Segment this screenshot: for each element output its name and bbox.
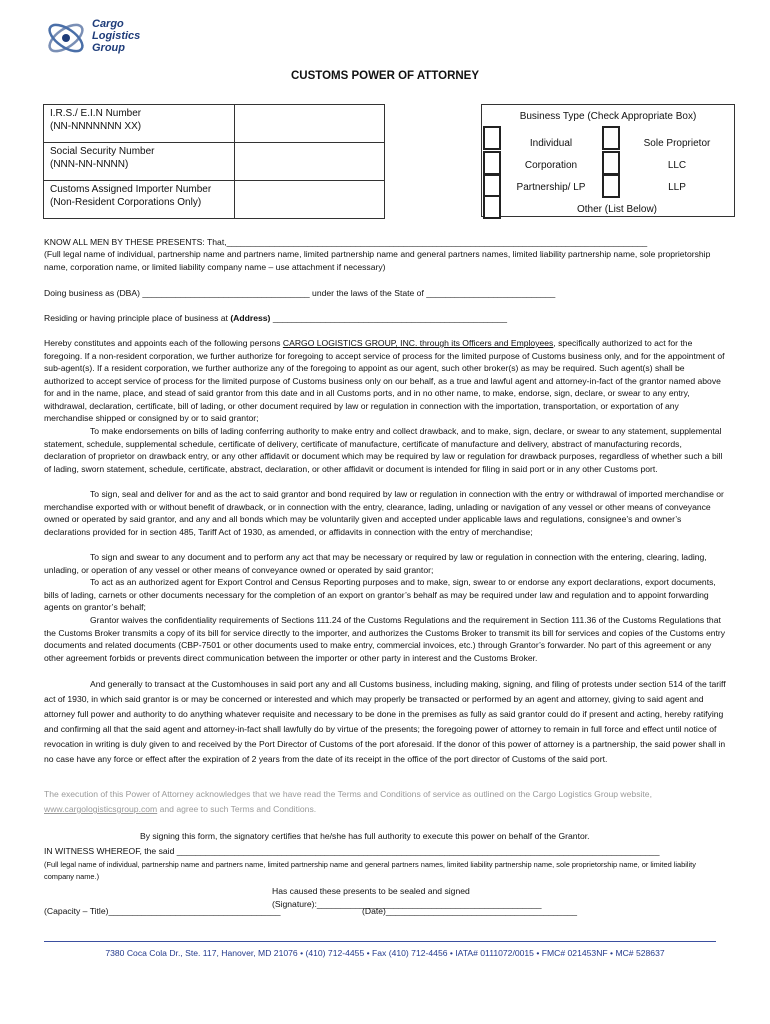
signature-line: Has caused these presents to be sealed and signed (Signature):_______________________________________________	[272, 886, 542, 909]
documents-paragraph: To sign and swear to any document and to perform any act that may be necessary or required by law or regulation in connection with the entering, clearing, lading, unlading, or operation of any vessel or other means of conveyance owned or operated by said grantor;	[44, 552, 707, 575]
dba-line: Doing business as (DBA) ___________________________________ under the laws of the State of ___________________________	[44, 288, 556, 298]
ein-label: I.R.S./ E.I.N Number (NN-NNNNNNN XX)	[44, 105, 235, 143]
know-all-men-line: KNOW ALL MEN BY THESE PRESENTS: That,________________________________________________________________________________________	[44, 237, 648, 247]
table-row	[44, 181, 385, 219]
page-title: CUSTOMS POWER OF ATTORNEY	[290, 70, 480, 82]
business-type-header: Business Type (Check Appropriate Box)	[519, 111, 697, 122]
id-numbers-table	[43, 104, 385, 219]
option-llp: LLP	[668, 182, 686, 193]
company-logo	[44, 16, 164, 60]
website-link[interactable]: www.cargologisticsgroup.com	[44, 804, 158, 814]
footer-contact: 7380 Coca Cola Dr., Ste. 117, Hanover, MD 21076 • (410) 712-4455 • Fax (410) 712-4456 • IATA# 0111072/0015 • FMC# 021453NF • MC# 528637	[105, 948, 665, 958]
grantor-name-instructions: (Full legal name of individual, partnership name and partners name, limited partnership name and general partners names, limited liability partnership name, sole proprietorship name, corporation name, or limited liability company name – use attachment if necessary)	[44, 249, 711, 272]
checkbox-llp[interactable]	[602, 174, 620, 198]
checkbox-individual[interactable]	[483, 126, 501, 150]
option-partnership: Partnership/ LP	[516, 182, 586, 193]
export-agent-paragraph: To act as an authorized agent for Export Control and Census Reporting purposes and to make, sign, swear to or endorse any export declarations, export documents, bills of lading, carnets or other documents necessary for the completion of an export on grantor’s behalf as may be required under law and regulation and to appoint forwarding agents on grantor’s behalf;	[44, 577, 716, 612]
terms-acknowledgement: The execution of this Power of Attorney acknowledges that we have read the Terms and Conditions of service as outlined on the Cargo Logistics Group website, www.cargologisticsgroup.com and agree to such Terms and Conditions.	[44, 789, 652, 814]
globe-icon	[44, 16, 90, 60]
witness-line: IN WITNESS WHEREOF, the said _____________________________________________________________________________________________________	[44, 846, 660, 856]
logo-wordmark: Cargo Logistics Group	[92, 18, 141, 54]
option-sole-proprietor: Sole Proprietor	[643, 138, 711, 149]
checkbox-llc[interactable]	[602, 151, 620, 175]
table-row	[44, 105, 385, 143]
capacity-title-line: (Capacity – Title)____________________________________	[44, 906, 281, 916]
date-line: (Date)________________________________________	[362, 906, 578, 916]
ssn-label: Social Security Number (NNN-NN-NNNN)	[44, 143, 235, 181]
signatory-certification: By signing this form, the signatory certifies that he/she has full authority to execute this power on behalf of the Grantor.	[140, 831, 590, 841]
option-corporation: Corporation	[524, 160, 578, 171]
checkbox-sole-proprietor[interactable]	[602, 126, 620, 150]
bonds-paragraph: To sign, seal and deliver for and as the act to said grantor and bond required by law or regulation in connection with the entry or withdrawal of imported merchandise or merchandise exported with or without benefit of drawback, or in connection with the entry, clearance, lading, unlading or navigation of any vessel or other means of conveyance owned or operated by said grantor, and any and all bonds which may be voluntarily given and accepted under applicable laws and regulations, consignee’s and owner’s declarations provided for in section 485, Tariff Act of 1930, as amended, or affidavits in connection with the entry of merchandise;	[44, 489, 724, 537]
option-other: Other (List Below)	[576, 204, 658, 215]
address-line: Residing or having principle place of business at (Address) _________________________________________________	[44, 313, 508, 323]
confidentiality-paragraph: Grantor waives the confidentiality requirements of Sections 111.24 of the Customs Regulations and the requirement in Section 111.36 of the Customs Regulations that the Customs Broker transmits a copy of its bill for service directly to the importer, and authorizes the Customs Broker to transmit its bill for services and copies of the Customs entry documents and related documents (CBP-7501 or other documents used to make entry, commercial invoices, etc.) through Grantor’s forwarder. No part of this agreement or any other agreement forbids or prevents direct communication between the importer or other party in interest and the Customs Broker.	[44, 615, 726, 663]
table-row	[44, 143, 385, 181]
option-individual: Individual	[529, 138, 573, 149]
ssn-field[interactable]	[235, 143, 385, 181]
endorsements-paragraph: To make endorsements on bills of lading conferring authority to make entry and collect drawback, and to make, sign, declare, or swear to any statement, supplemental statement, schedule, supplemental schedule, certificate of delivery, certificate of manufacture, certificate of manufacture and delivery, abstract of manufacturing records, declaration of proprietor on drawback entry, or any other affidavit or document which may be required by law or regulation for drawback purposes, regardless of whether such a bill of lading, sworn statement, schedule, certificate, abstract, declaration, or other affidavit or document is intended for filing in said port or in any other Customs port.	[44, 426, 723, 474]
witness-instructions: (Full legal name of individual, partnership name and partners name, limited partnership name and general partners names, limited liability partnership name, sole proprietorship name, or limited liability company name.)	[44, 860, 696, 881]
importer-number-label: Customs Assigned Importer Number (Non-Resident Corporations Only)	[44, 181, 235, 219]
ein-field[interactable]	[235, 105, 385, 143]
checkbox-corporation[interactable]	[483, 151, 501, 175]
checkbox-other[interactable]	[483, 195, 501, 219]
business-type-box	[481, 104, 735, 217]
authorization-paragraph: Hereby constitutes and appoints each of the following persons CARGO LOGISTICS GROUP, INC. through its Officers and Employees, specifically authorized to act for the foregoing. If a non-resident corporation, we further authorize for foregoing to accept service of process for the limited purpose of Customs business only, and for the appointment of sub-agent(s). If a resident corporation, we further authorize any of the foregoing to appoint as our agent, such other broker(s) as may be required. Such agent(s) shall be authorized to accept service of process for the limited purpose of Customs business only on our behalf, as a true and lawful agent and attorney-in-fact of the grantor named above for and in the name, place, and stead of said grantor from this date and in all Customs ports, and in no other name, to make, endorse, sign, declare, or swear to any entry, withdrawal, declaration, certificate, bill of lading, or other document required by law or regulation in connection with the importation, transportation, or exportation of any merchandise shipped or consigned by or to said grantor;	[44, 338, 725, 423]
importer-number-field[interactable]	[235, 181, 385, 219]
general-authority-paragraph: And generally to transact at the Customhouses in said port any and all Customs business, including making, signing, and filing of protests under section 514 of the tariff act of 1930, in which said grantor is or may be concerned or interested and which may properly be transacted or performed by an agent and attorney, giving to said agent and attorney full power and authority to do anything whatever requisite and necessary to be done in the premises as fully as said grantor could do if present and acting, hereby ratifying and confirming all that the said agent and attorney-in-fact shall lawfully do by virtue of the presents; the foregoing power of attorney to remain in full force and effect until notice of revocation in writing is duly given to and received by the Port Director of Customs of the port aforesaid. If the donor of this power of attorney is a partnership, the said power shall in no case have any force or effect after the expiration of 2 years from the date of its receipt in the office of the port director of Customs of the said port.	[44, 679, 726, 764]
option-llc: LLC	[667, 160, 687, 171]
footer-divider	[44, 941, 716, 942]
